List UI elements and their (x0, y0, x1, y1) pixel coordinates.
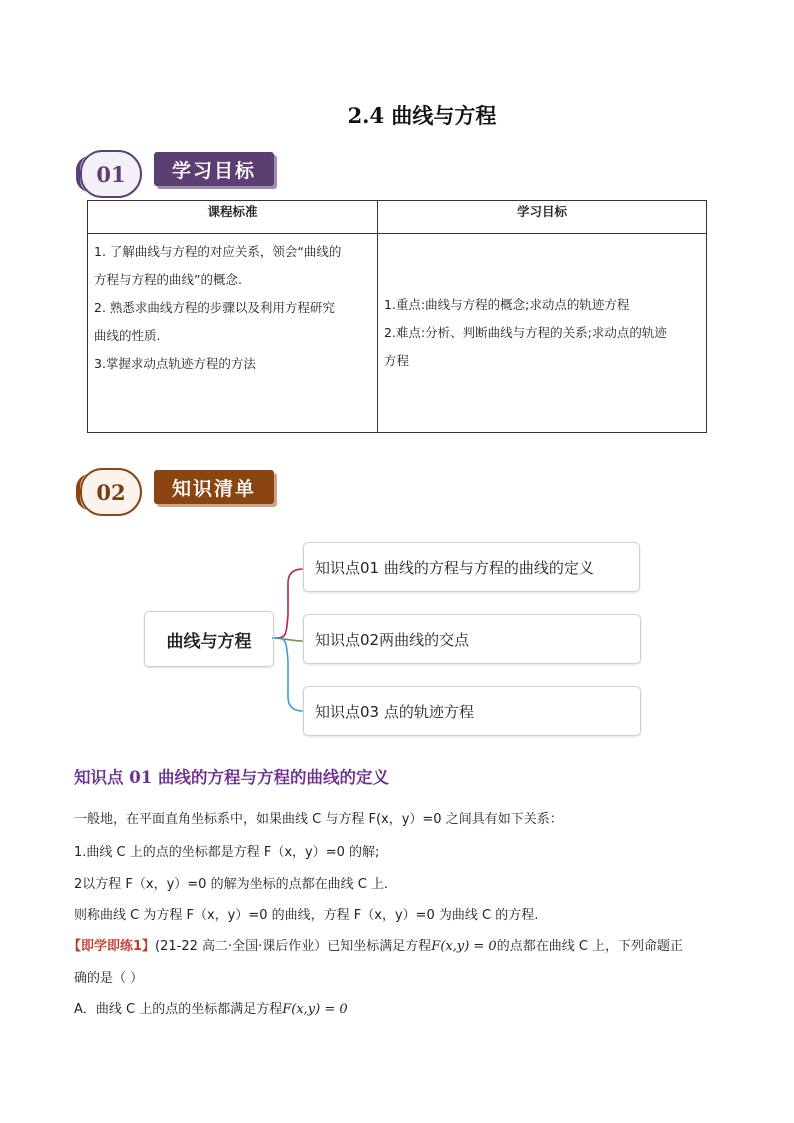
goal-line: 2.难点:分析、判断曲线与方程的关系;求动点的轨迹 (384, 325, 667, 340)
mindmap-root: 曲线与方程 (144, 611, 274, 667)
paragraph: 2以方程 F（x，y）=0 的解为坐标的点都在曲线 C 上. (74, 877, 389, 892)
curriculum-line: 1. 了解曲线与方程的对应关系，领会“曲线的 (94, 244, 342, 259)
paragraph: 则称曲线 C 为方程 F（x，y）=0 的曲线，方程 F（x，y）=0 为曲线 C 的方程. (74, 908, 539, 923)
section-number: 02 (80, 468, 142, 516)
table-header-goals: 学习目标 (378, 201, 707, 234)
paragraph: 一般地，在平面直角坐标系中，如果曲线 C 与方程 F(x，y）=0 之间具有如下关系： (74, 812, 563, 827)
goal-line: 方程 (384, 353, 410, 368)
exercise-line: 确的是（ ） (74, 971, 144, 986)
connector-red (272, 569, 303, 638)
exercise-text: (21-22 高二·全国·课后作业）已知坐标满足方程 (155, 939, 432, 954)
equation: F(x,y) = 0 (282, 1002, 348, 1017)
exercise-line (68, 935, 683, 954)
goals-table (87, 200, 707, 433)
section-badge-learning-goals (80, 150, 310, 198)
section-badge-knowledge-list (80, 468, 310, 516)
curriculum-line: 曲线的性质. (94, 328, 161, 343)
goals-cell (378, 234, 707, 433)
mindmap-node-kp01: 知识点01 曲线的方程与方程的曲线的定义 (303, 542, 640, 592)
connector-blue (272, 638, 303, 711)
section-label: 知识清单 (154, 470, 274, 504)
curriculum-cell (88, 234, 378, 433)
knowledge-point-heading: 知识点 01 曲线的方程与方程的曲线的定义 (74, 768, 389, 787)
section-number: 01 (80, 150, 142, 198)
section-label: 学习目标 (154, 152, 274, 186)
table-header-curriculum: 课程标准 (88, 201, 378, 234)
curriculum-line: 方程与方程的曲线”的概念. (94, 272, 242, 287)
mindmap-node-kp03: 知识点03 点的轨迹方程 (303, 686, 641, 736)
exercise-tag: 【即学即练1】 (68, 939, 156, 954)
exercise-text-cont: 的点都在曲线 C 上，下列命题正 (496, 939, 684, 954)
option-a (74, 998, 348, 1017)
equation: F(x,y) = 0 (431, 939, 497, 954)
curriculum-line: 2. 熟悉求曲线方程的步骤以及利用方程研究 (94, 300, 335, 315)
option-a-text: A．曲线 C 上的点的坐标都满足方程 (74, 1002, 283, 1017)
page-title: 2.4 曲线与方程 (347, 103, 497, 128)
curriculum-line: 3.掌握求动点轨迹方程的方法 (94, 356, 256, 371)
paragraph: 1.曲线 C 上的点的坐标都是方程 F（x，y）=0 的解; (74, 845, 380, 860)
mindmap-node-kp02: 知识点02两曲线的交点 (303, 614, 641, 664)
goal-line: 1.重点:曲线与方程的概念;求动点的轨迹方程 (384, 297, 630, 312)
